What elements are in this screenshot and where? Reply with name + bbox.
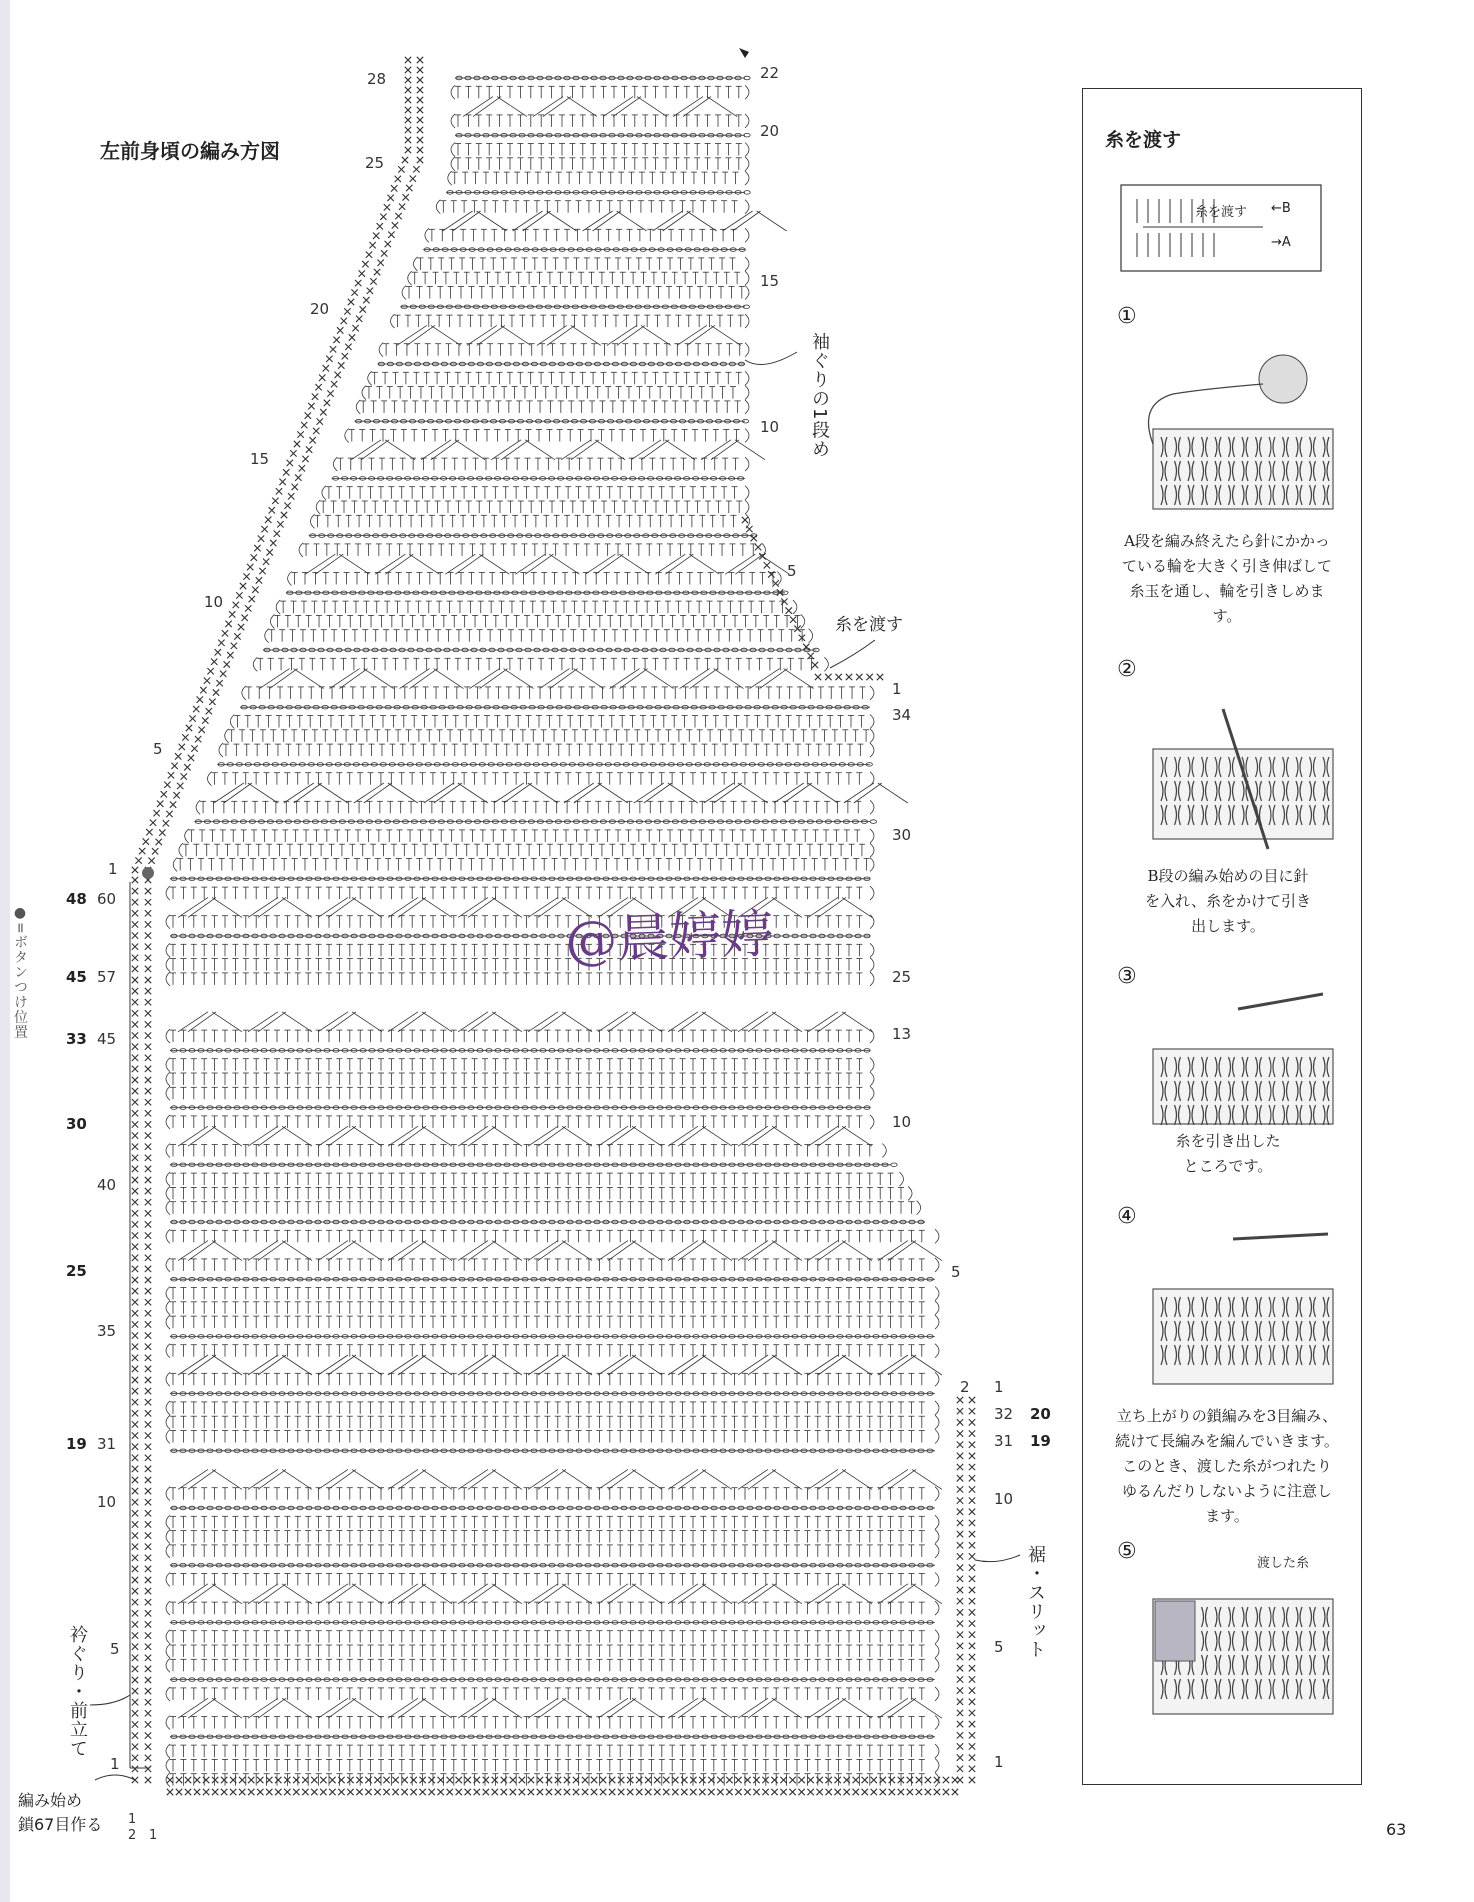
mini-pass-label: 糸を渡す (1195, 205, 1248, 220)
row-label: 31 (97, 1435, 117, 1453)
hem-pointer (975, 1555, 1020, 1562)
hem-slit-edge (969, 1397, 975, 1783)
row-label: 10 (892, 1113, 912, 1131)
row-label-bold: 45 (66, 968, 87, 986)
watermark: @晨婷婷 (564, 904, 775, 972)
armhole-pointer (745, 352, 797, 365)
bottom-mark: 1 (149, 1828, 158, 1843)
row-label: 2 (960, 1378, 970, 1396)
illustration-step3 (1153, 1049, 1333, 1125)
row-label: 20 (760, 122, 780, 140)
mini-b-label: ←B (1271, 201, 1291, 216)
start-pointer (95, 1775, 135, 1780)
foundation-row (167, 1777, 958, 1783)
row-label: 40 (97, 1176, 117, 1194)
row-label: 20 (310, 300, 330, 318)
pass-yarn-label: 糸を渡す (835, 615, 903, 635)
row-label: 5 (787, 562, 797, 580)
start-label: 編み始め (18, 1791, 83, 1810)
foundation-row (167, 1789, 958, 1795)
button-position-label: ●=ボタンつけ位置 (12, 905, 28, 1040)
row-marker (739, 48, 749, 58)
row-label: 34 (892, 706, 912, 724)
row-label: 1 (994, 1378, 1004, 1396)
pass-yarn-pointer (830, 640, 875, 668)
row-label-bold: 20 (1030, 1405, 1051, 1423)
bottom-mark: 2 (128, 1828, 137, 1843)
row-label: 30 (892, 826, 912, 844)
chart-title: 左前身頃の編み方図 (100, 139, 280, 163)
row-label: 57 (97, 968, 117, 986)
hook-icon (1233, 1234, 1328, 1239)
step-text: 立ち上がりの鎖編みを3目編み、続けて長編みを編んでいきます。このとき、渡した糸がつれたりゆるんだりしないように注意します。 (1115, 1407, 1339, 1525)
row-label: 1 (994, 1753, 1004, 1771)
row-label: 25 (365, 154, 385, 172)
passed-yarn-highlight (1155, 1601, 1195, 1661)
row-label: 22 (760, 64, 780, 82)
row-label-bold: 48 (66, 890, 87, 908)
front-band (132, 877, 138, 1783)
row-label: 5 (994, 1638, 1004, 1656)
armhole-edge (815, 674, 883, 680)
illustration-step4 (1153, 1289, 1333, 1384)
row-label: 1 (108, 860, 118, 878)
row-label: 28 (367, 70, 387, 88)
row-label: 5 (951, 1263, 961, 1281)
row-label: 15 (250, 450, 270, 468)
row-label-bold: 30 (66, 1115, 87, 1133)
row-label-bold: 33 (66, 1030, 87, 1048)
mini-a-label: →A (1271, 235, 1291, 250)
neckline-label: 衿ぐり・前立て (67, 1625, 88, 1758)
row-label: 31 (994, 1432, 1014, 1450)
row-label: 10 (204, 593, 224, 611)
armhole-label: 袖ぐりの1段め (809, 332, 830, 459)
row-label: 10 (97, 1493, 117, 1511)
row-label: 13 (892, 1025, 912, 1043)
illustration-step2 (1153, 749, 1333, 839)
row-label-bold: 25 (66, 1262, 87, 1280)
hem-slit-label: 裾・スリット (1025, 1545, 1046, 1659)
row-label: 5 (153, 740, 163, 758)
start-count-label: 鎖67目作る (18, 1815, 103, 1834)
row-label: 10 (994, 1490, 1014, 1508)
row-label: 1 (110, 1755, 120, 1773)
illustration-step1 (1153, 429, 1333, 509)
yarn-ball-icon (1259, 355, 1307, 403)
passed-yarn-label: 渡した糸 (1257, 1556, 1310, 1571)
hem-slit-edge (957, 1397, 963, 1783)
neck-edge-top (405, 57, 411, 153)
step-number: ② (1117, 657, 1137, 682)
front-band (145, 877, 151, 1783)
row-label: 5 (110, 1640, 120, 1658)
step-text: A段を編み終えたら針にかかっている輪を大きく引き伸ばして糸玉を通し、輪を引きしめます。 (1121, 532, 1332, 625)
hook-icon (1238, 994, 1323, 1009)
row-label: 45 (97, 1030, 117, 1048)
row-label: 10 (760, 418, 780, 436)
neck-edge-top (417, 57, 423, 153)
step-number: ① (1117, 304, 1137, 329)
step-number: ⑤ (1117, 1539, 1137, 1564)
step-text: B段の編み始めの目に針を入れ、糸をかけて引き出します。 (1145, 867, 1311, 935)
neckline-pointer (90, 1695, 130, 1705)
row-label-bold: 19 (66, 1435, 87, 1453)
instruction-panel (1082, 88, 1362, 1785)
bottom-mark: 1 (128, 1812, 137, 1827)
step-text: 糸を引き出したところです。 (1175, 1132, 1281, 1175)
panel-title: 糸を渡す (1105, 129, 1182, 151)
mini-chart-frame (1121, 185, 1321, 271)
step-number: ④ (1117, 1204, 1137, 1229)
row-label-bold: 19 (1030, 1432, 1051, 1450)
row-label: 32 (994, 1405, 1014, 1423)
row-label: 15 (760, 272, 780, 290)
row-label: 25 (892, 968, 912, 986)
button-dot (142, 867, 154, 879)
row-label: 35 (97, 1322, 117, 1340)
page-number: 63 (1386, 1820, 1407, 1839)
row-label: 60 (97, 890, 117, 908)
row-label: 1 (892, 680, 902, 698)
step-number: ③ (1117, 964, 1137, 989)
